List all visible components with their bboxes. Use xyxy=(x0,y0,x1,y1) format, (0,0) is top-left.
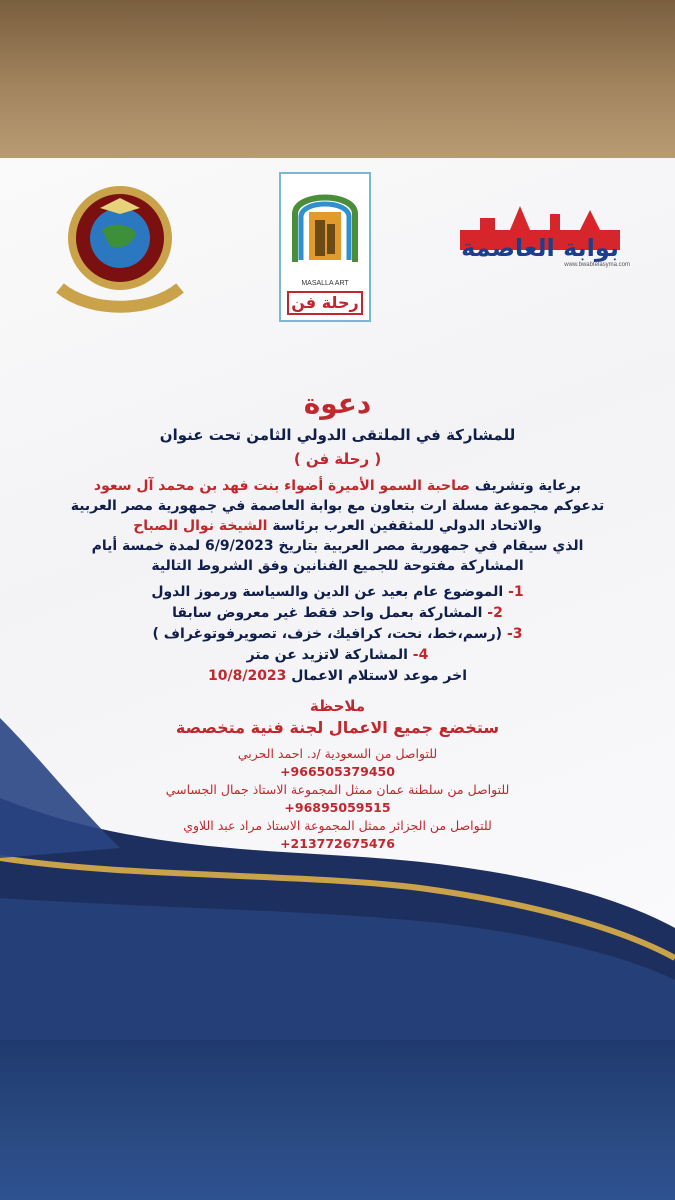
contact-line: للتواصل من الجزائر ممثل المجموعة الاستاذ مراد عبد اللاوي xyxy=(183,818,492,833)
union-seal-logo xyxy=(40,178,190,318)
patron-line xyxy=(14,476,661,496)
masalla-arch-icon xyxy=(281,174,369,284)
invitation-theme: ( رحلة فن ) xyxy=(293,450,382,468)
contact-line: للتواصل من سلطنة عمان ممثل المجموعة الاستاذ جمال الجساسي xyxy=(165,782,510,797)
open-line: المشاركة مفتوحة للجميع الفنانين وفق الشروط التالية xyxy=(151,558,524,574)
invite-line: تدعوكم مجموعة مسلة ارت بتعاون مع بوابة العاصمة في جمهورية مصر العربية xyxy=(70,498,605,514)
bawabat-alasima-logo xyxy=(440,200,640,280)
date-line: الذي سيقام في جمهورية مصر العربية بتاريخ 6/9/2023 لمدة خمسة أيام xyxy=(91,538,584,554)
contacts-block xyxy=(14,745,661,853)
deadline-date: 10/8/2023 xyxy=(208,668,287,684)
invitation-card xyxy=(0,158,675,1040)
union-line xyxy=(14,516,661,536)
bottom-navy-band xyxy=(0,1040,675,1200)
note-text: ستخضع جميع الاعمال لجنة فنية متخصصة xyxy=(175,718,500,737)
condition-item: 1- الموضوع عام بعيد عن الدين والسياسة ورموز الدول xyxy=(151,584,524,600)
union-head: الشيخة نوال الصباح xyxy=(133,518,268,534)
masalla-art-text: MASALLA ART xyxy=(301,280,349,287)
patron-name: صاحبة السمو الأميرة أضواء بنت فهد بن محمد آل سعود xyxy=(93,478,470,494)
contact-line: للتواصل من السعودية /د. احمد الحربي xyxy=(237,746,438,761)
patron-prefix: برعاية وتشريف xyxy=(474,478,582,494)
patron-paragraph xyxy=(14,476,661,576)
contact-phone[interactable]: +966505379450 xyxy=(280,764,395,779)
note-title: ملاحظة xyxy=(309,697,366,715)
invitation-body xyxy=(14,386,661,853)
condition-item: 3- (رسم،خط، نحت، كرافيك، خزف، تصويرفوتوغراف ) xyxy=(152,626,523,642)
rehla-fan-label: رحلة فن xyxy=(287,291,363,315)
bawabat-brand-text: بوابة العاصمة xyxy=(461,234,619,262)
top-photo-band xyxy=(0,0,675,158)
condition-item: 4- المشاركة لاتزيد عن متر xyxy=(246,647,429,663)
contact-phone[interactable]: +96895059515 xyxy=(284,800,391,815)
union-prefix: والاتحاد الدولي للمثقفين العرب برئاسة xyxy=(272,518,542,534)
condition-item: 2- المشاركة بعمل واحد فقط غير معروض سابقا xyxy=(172,605,503,621)
contact-phone[interactable]: +213772675476 xyxy=(280,836,395,851)
deadline-line xyxy=(14,666,661,687)
masalla-art-logo xyxy=(279,172,371,322)
deadline-label: اخر موعد لاستلام الاعمال xyxy=(291,668,467,684)
conditions-list xyxy=(14,582,661,687)
invitation-title: دعوة xyxy=(303,387,372,420)
bawabat-url-text: www.bwabtelasyma.com xyxy=(564,262,630,268)
invitation-subtitle: للمشاركة في الملتقى الدولي الثامن تحت عنوان xyxy=(159,426,516,444)
